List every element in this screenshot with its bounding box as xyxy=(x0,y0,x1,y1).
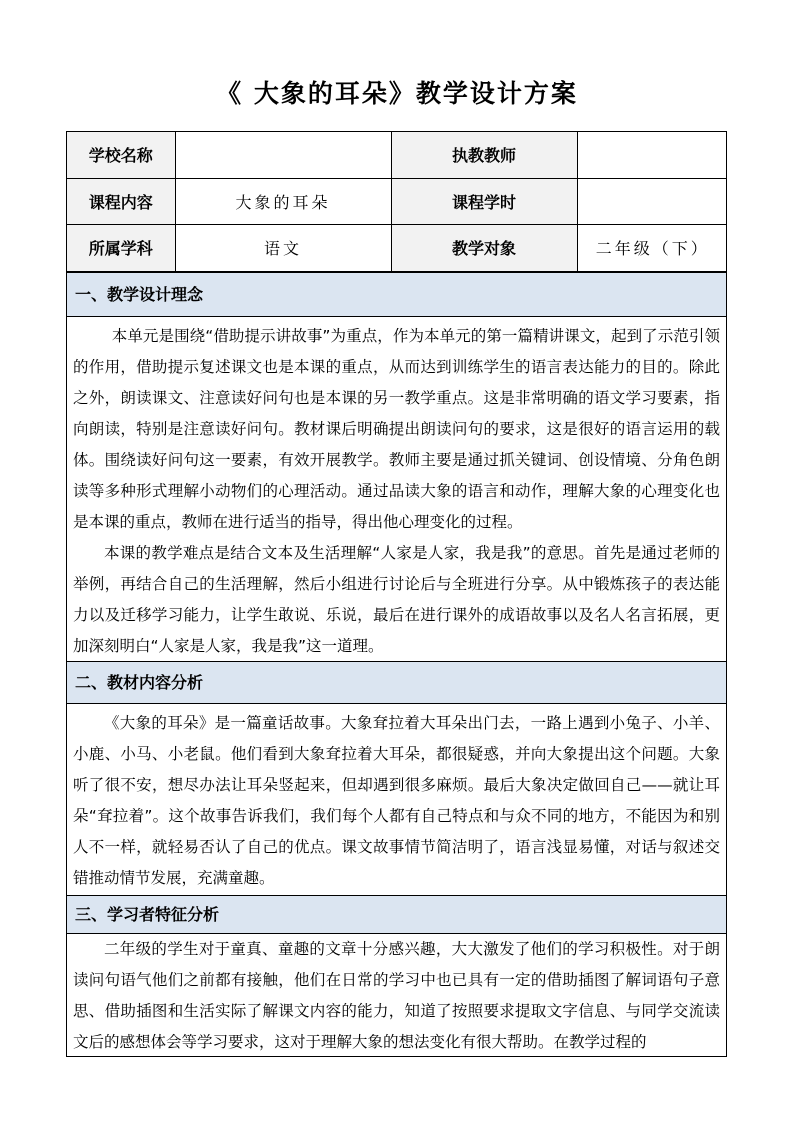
section-heading-content-analysis: 二、教材内容分析 xyxy=(67,661,726,704)
teacher-value xyxy=(577,132,727,178)
target-label: 教学对象 xyxy=(391,225,577,272)
subject-label: 所属学科 xyxy=(67,225,175,272)
paragraph: 二年级的学生对于童真、童趣的文章十分感兴趣，大大激发了他们的学习积极性。对于朗读问句语气他们之前都有接触，他们在日常的学习中也已具有一定的借助插图了解词语句子意思、借助插图和生活实际了解课文内容的能力，知道了按照要求提取文字信息、与同学交流读文后的感想体会等学习要求，这对于理解大象的想法变化有很大帮助。在教学过程的 xyxy=(73,940,720,1051)
info-row-course xyxy=(67,178,727,225)
teacher-label: 执教教师 xyxy=(391,132,577,178)
course-label: 课程内容 xyxy=(67,178,175,225)
target-value: 二年级（下） xyxy=(577,225,727,272)
course-value: 大象的耳朵 xyxy=(175,178,391,225)
section-body-design-concept xyxy=(67,319,726,661)
info-row-subject xyxy=(67,225,727,272)
school-value xyxy=(175,132,391,178)
paragraph: 《大象的耳朵》是一篇童话故事。大象耷拉着大耳朵出门去，一路上遇到小兔子、小羊、小鹿、小马、小老鼠。他们看到大象耷拉着大耳朵，都很疑惑，并向大象提出这个问题。大象听了很不安，想尽办法让耳朵竖起来，但却遇到很多麻烦。最后大象决定做回自己——就让耳朵“耷拉着”。这个故事告诉我们，我们每个人都有自己特点和与众不同的地方，不能因为和别人不一样，就轻易否认了自己的优点。课文故事情节简洁明了，语言浅显易懂，对话与叙述交错推动情节发展，充满童趣。 xyxy=(73,714,720,887)
info-row-school xyxy=(67,132,727,178)
hours-label: 课程学时 xyxy=(391,178,577,225)
section-heading-learner-analysis: 三、学习者特征分析 xyxy=(67,895,726,934)
subject-value: 语文 xyxy=(175,225,391,272)
section-heading-design-concept: 一、教学设计理念 xyxy=(67,272,726,317)
page-title: 《 大象的耳朵》教学设计方案 xyxy=(216,79,578,108)
school-label: 学校名称 xyxy=(67,132,175,178)
info-table xyxy=(67,132,727,272)
lesson-plan-table xyxy=(66,131,727,1057)
section-body-learner-analysis xyxy=(67,934,726,1057)
hours-value xyxy=(577,178,727,225)
paragraph: 本课的教学难点是结合文本及生活理解“人家是人家，我是我”的意思。首先是通过老师的举例，再结合自己的生活理解，然后小组进行讨论后与全班进行分享。从中锻炼孩子的表达能力以及迁移学习能力，让学生敢说、乐说，最后在进行课外的成语故事以及名人名言拓展，更加深刻明白“人家是人家，我是我”这一道理。 xyxy=(73,544,720,655)
paragraph: 本单元是围绕“借助提示讲故事”为重点，作为本单元的第一篇精讲课文，起到了示范引领的作用，借助提示复述课文也是本课的重点，从而达到训练学生的语言表达能力的目的。除此之外，朗读课文、注意读好问句也是本课的另一教学重点。这是非常明确的语文学习要素，指向朗读，特别是注意读好问句。教材课后明确提出朗读问句的要求，这是很好的语言运用的载体。围绕读好问句这一要素，有效开展教学。教师主要是通过抓关键词、创设情境、分角色朗读等多种形式理解小动物们的心理活动。通过品读大象的语言和动作，理解大象的心理变化也是本课的重点，教师在进行适当的指导，得出他心理变化的过程。 xyxy=(73,327,720,531)
section-body-content-analysis xyxy=(67,704,726,896)
